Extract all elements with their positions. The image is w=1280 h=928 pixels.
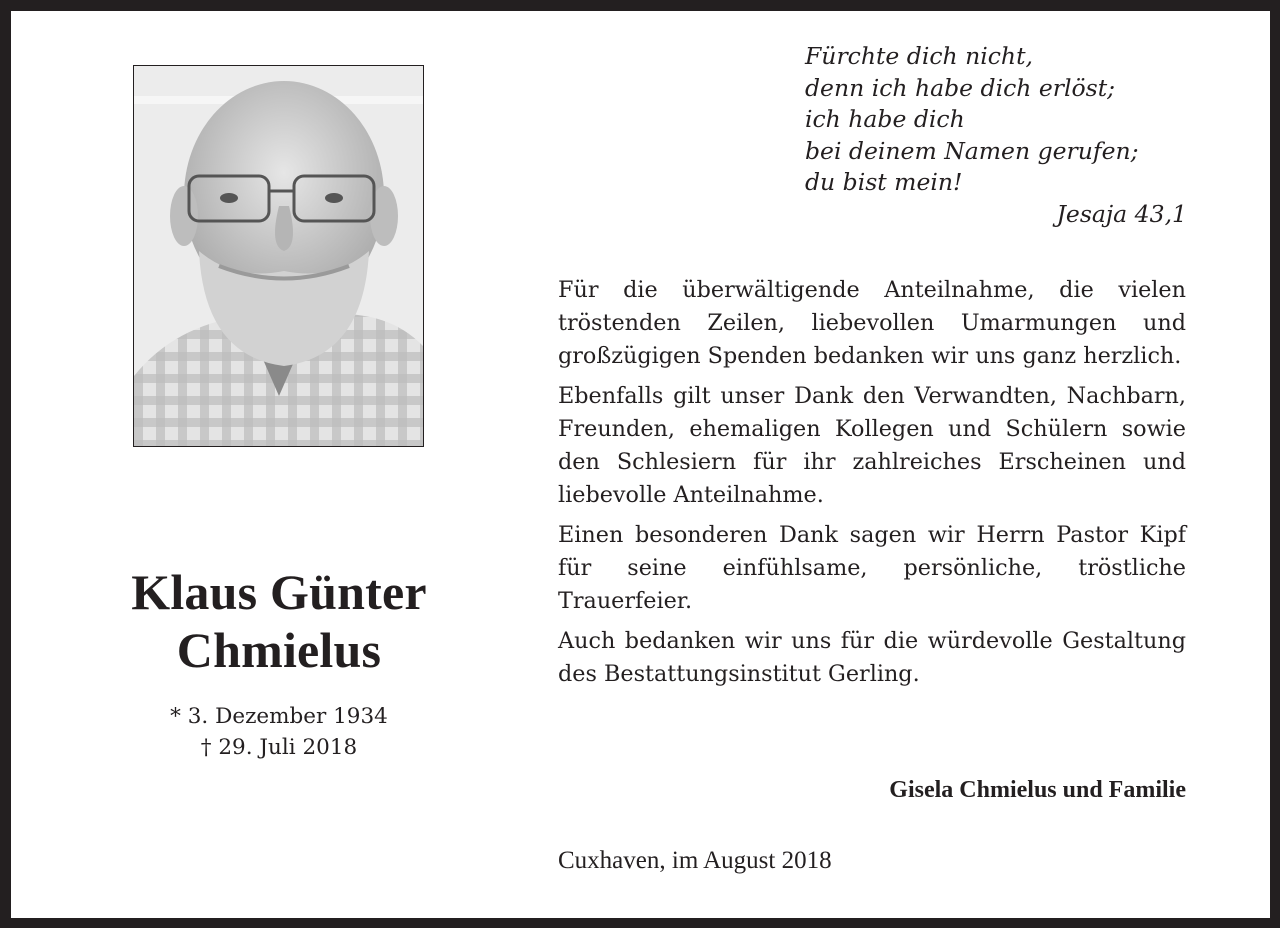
- life-dates: [51, 701, 507, 763]
- place-date: Cuxhaven, im August 2018: [558, 847, 832, 874]
- thank-you-text: [558, 274, 1186, 698]
- verse-line: bei deinem Namen gerufen;: [805, 136, 1139, 165]
- paragraph: Auch bedanken wir uns für die würdevolle Gestaltung des Bestattungsinstitut Gerling.: [558, 628, 1186, 687]
- paragraph: Einen besonderen Dank sagen wir Herrn Pastor Kipf für seine einfühlsame, persönliche, tröstliche Trauerfeier.: [558, 522, 1186, 614]
- verse-line: denn ich habe dich erlöst;: [805, 73, 1116, 102]
- verse-line: du bist mein!: [805, 168, 963, 196]
- signature: Gisela Chmielus und Familie: [889, 777, 1186, 803]
- verse-line: ich habe dich: [805, 105, 965, 133]
- death-date: † 29. Juli 2018: [200, 735, 358, 760]
- portrait-photo-icon: [134, 66, 423, 446]
- deceased-name: [51, 563, 507, 679]
- verse-line: Fürchte dich nicht,: [805, 42, 1033, 70]
- obituary-card: [11, 11, 1270, 918]
- paragraph: Ebenfalls gilt unser Dank den Verwandten, Nachbarn, Freunden, ehemaligen Kollegen und Schülern sowie den Schlesiern für ihr zahlreiches Erscheinen und liebevolle Anteilnahme.: [558, 383, 1186, 508]
- portrait-photo: [133, 65, 424, 447]
- paragraph: Für die überwältigende Anteilnahme, die vielen tröstenden Zeilen, liebevollen Umarmungen und großzügigen Spenden bedanken wir uns ganz herzlich.: [558, 277, 1186, 369]
- name-line-2: Chmielus: [176, 622, 382, 678]
- bible-verse: [805, 41, 1187, 230]
- verse-reference: Jesaja 43,1: [1056, 199, 1187, 228]
- birth-date: * 3. Dezember 1934: [170, 704, 388, 729]
- name-line-1: Klaus Günter: [131, 564, 427, 620]
